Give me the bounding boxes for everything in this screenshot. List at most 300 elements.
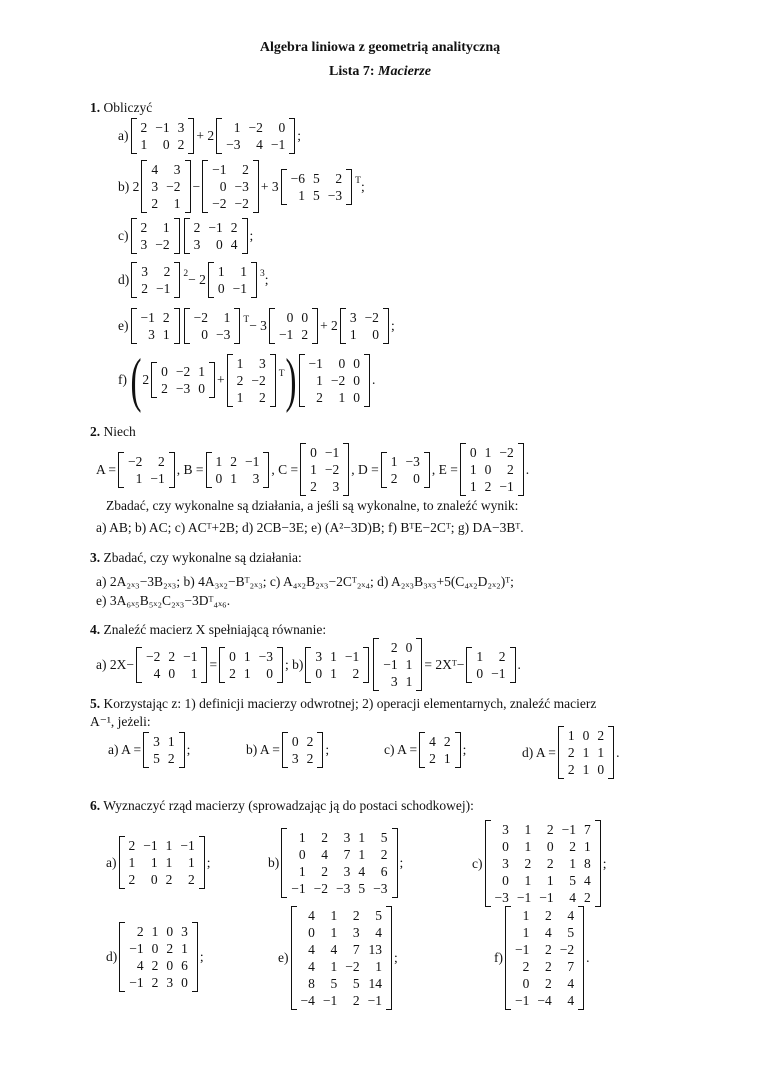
matrix-cell: −2 (175, 364, 191, 379)
matrix-entries (287, 829, 391, 897)
matrix-entries (305, 355, 365, 406)
problem-6e: e) 4 1 2 5 0 1 3 4 4 4 7 13 4 1 −2 1 8 5 5 14 −4 −1 2 −1 ; (278, 908, 398, 1008)
matrix-cell: 1 (476, 648, 484, 664)
problem-2-instruction: Zbadać, czy wykonalne są działania, a jeśli są wykonalne, to znaleźć wynik: (106, 498, 519, 513)
matrix-cell: 0 (150, 872, 158, 887)
matrix (131, 262, 180, 298)
matrix-cell: 0 (546, 839, 554, 854)
bracket-right (392, 828, 398, 898)
bracket-right (188, 118, 194, 154)
matrix (291, 906, 393, 1010)
matrix-cell: 0 (298, 847, 306, 862)
matrix (216, 118, 295, 154)
matrix-entries (190, 219, 242, 253)
matrix-cell: 2 (429, 751, 436, 766)
matrix-entries (124, 453, 169, 487)
matrix-cell: 1 (349, 327, 357, 342)
matrix (340, 308, 389, 344)
matrix-cell: 2 (567, 745, 575, 760)
matrix-cell: 1 (310, 462, 317, 477)
matrix-cell: −2 (166, 179, 181, 194)
bracket-right (386, 906, 392, 1010)
matrix-cell: −1 (180, 838, 195, 853)
matrix-cell: −1 (156, 281, 171, 296)
matrix-cell: 2 (162, 310, 170, 325)
bracket-right (595, 820, 601, 907)
matrix-cell: 1 (484, 445, 492, 460)
matrix-cell: 2 (545, 976, 552, 991)
matrix-cell: 2 (167, 751, 175, 766)
matrix-cell: 1 (524, 822, 532, 837)
matrix-entries (387, 453, 424, 487)
matrix-cell: 2 (230, 453, 237, 469)
problem-5a: a) A = 3 1 5 2 ; (108, 734, 191, 766)
matrix-cell: 2 (306, 734, 314, 749)
bracket-right (253, 160, 259, 213)
matrix-cell: 0 (166, 958, 174, 973)
matrix-cell: 1 (584, 839, 591, 854)
matrix-cell: 5 (569, 873, 576, 888)
matrix-cell: 3 (166, 975, 174, 990)
matrix-cell: 1 (128, 855, 136, 870)
matrix-cell: −2 (345, 959, 360, 974)
matrix (143, 732, 185, 768)
matrix-cell: −3 (175, 381, 191, 396)
matrix-cell: 2 (151, 975, 159, 990)
matrix-cell: −1 (515, 942, 530, 957)
matrix-cell: 6 (181, 958, 188, 973)
matrix-entries (149, 733, 179, 767)
matrix-cell: 1 (215, 453, 223, 469)
matrix-cell: 2 (165, 872, 173, 887)
matrix (419, 732, 461, 768)
matrix-entries (564, 727, 608, 778)
matrix (131, 308, 180, 344)
matrix-cell: 0 (166, 924, 174, 939)
matrix-cell: 2 (158, 453, 165, 469)
matrix-cell: −3 (327, 187, 343, 203)
matrix-entries (287, 170, 347, 204)
matrix-cell: 0 (502, 839, 509, 854)
matrix-cell: 2 (522, 959, 530, 974)
matrix-cell: 2 (306, 751, 314, 766)
matrix-entries (491, 821, 595, 906)
matrix-cell: −1 (245, 453, 260, 469)
matrix-cell: −1 (208, 220, 223, 235)
matrix-cell: 1 (469, 479, 477, 494)
matrix-cell: 5 (380, 830, 388, 845)
matrix-cell: 3 (153, 734, 160, 749)
matrix-cell: 2 (584, 890, 591, 905)
matrix (202, 160, 259, 213)
matrix-cell: 4 (429, 734, 436, 749)
matrix-cell: 1 (223, 310, 231, 325)
matrix (219, 647, 283, 683)
matrix-entries (125, 837, 199, 888)
matrix (141, 160, 190, 213)
matrix-cell: −1 (516, 890, 532, 905)
matrix (269, 308, 318, 344)
matrix-cell: −2 (499, 445, 514, 460)
matrix (136, 647, 208, 683)
matrix-cell: 2 (151, 958, 159, 973)
matrix-cell: 2 (242, 162, 249, 177)
matrix (131, 118, 195, 154)
matrix-cell: 2 (140, 120, 148, 135)
matrix-cell: 1 (569, 856, 576, 871)
matrix-cell: 2 (352, 993, 360, 1008)
matrix-entries (157, 363, 209, 397)
matrix-cell: 1 (165, 838, 173, 853)
matrix-cell: 1 (330, 908, 338, 923)
list-name: Macierze (378, 64, 431, 79)
matrix-cell: 1 (298, 830, 306, 845)
matrix-cell: 1 (358, 847, 366, 862)
bracket-right (192, 922, 198, 992)
matrix-cell: 2 (498, 648, 506, 664)
matrix-cell: 3 (349, 310, 357, 325)
matrix-cell: 2 (443, 734, 451, 749)
matrix-cell: −2 (364, 310, 379, 325)
matrix-entries (137, 263, 174, 297)
matrix-cell: 2 (380, 847, 388, 862)
matrix-entries (275, 309, 312, 343)
matrix-cell: 2 (230, 220, 238, 235)
matrix-cell: 2 (316, 389, 323, 405)
matrix-cell: 3 (252, 470, 260, 486)
matrix-cell: 2 (168, 648, 176, 664)
matrix-cell: 0 (353, 355, 361, 371)
matrix-cell: 1 (390, 453, 398, 469)
course-title: Algebra liniowa z geometrią analityczną (259, 40, 501, 55)
problem-5b: b) A = 0 2 3 2 ; (246, 734, 330, 766)
matrix-cell: 1 (135, 470, 143, 486)
bracket-right (185, 160, 191, 213)
matrix-cell: 1 (167, 734, 175, 749)
matrix (151, 362, 215, 398)
matrix-cell: 2 (597, 728, 605, 743)
matrix-cell: 3 (258, 355, 266, 371)
matrix-cell: 1 (162, 327, 170, 342)
matrix-cell: 3 (291, 751, 299, 766)
problem-5-text2: A⁻¹, jeżeli: (90, 714, 151, 729)
problem-1e: e) −1 2 3 1 −2 1 0 −3 T − 3 0 0 −1 2 + 2 3 −2 1 0 ; (118, 310, 395, 342)
matrix-cell: 0 (315, 665, 323, 681)
matrix-entries (346, 309, 383, 343)
matrix-cell: −2 (145, 648, 161, 664)
matrix-cell: 0 (372, 327, 379, 342)
matrix-cell: 3 (343, 864, 351, 879)
matrix-cell: 2 (310, 479, 317, 494)
matrix-entries (288, 733, 318, 767)
matrix (558, 726, 614, 779)
matrix-cell: −3 (226, 137, 241, 152)
matrix-cell: −1 (155, 120, 170, 135)
matrix-cell: 5 (153, 751, 160, 766)
matrix-cell: 0 (278, 120, 286, 135)
matrix-cell: 4 (567, 908, 575, 923)
problem-6f: f) 1 2 4 1 4 5 −1 2 −2 2 2 7 0 2 4 −1 −4 4 . (494, 908, 590, 1008)
matrix-cell: 1 (151, 924, 159, 939)
matrix-cell: 4 (330, 942, 338, 957)
matrix-cell: −1 (308, 355, 323, 371)
matrix-cell: 0 (201, 327, 208, 342)
matrix-cell: −2 (559, 942, 575, 957)
matrix-cell: 1 (140, 137, 148, 152)
matrix-cell: 3 (140, 237, 148, 252)
bracket-right (424, 452, 430, 488)
matrix-cell: 1 (243, 665, 251, 681)
problem-3-line2: e) 3A₆ₓ₅B₅ₓ₂C₂ₓ₃−3Dᵀ₄ₓ₆. (96, 593, 231, 608)
matrix (505, 906, 584, 1010)
matrix-cell: 4 (567, 976, 575, 991)
matrix-cell: 0 (217, 281, 225, 296)
matrix-cell: −3 (336, 881, 351, 896)
matrix-cell: 1 (188, 855, 195, 870)
matrix-entries (137, 309, 174, 343)
bracket-right (343, 443, 349, 496)
problem-6d: d) 2 1 0 3 −1 0 2 1 4 2 0 6 −1 2 3 0 ; (106, 924, 204, 990)
matrix-cell: 1 (443, 751, 451, 766)
matrix-cell: 7 (584, 822, 591, 837)
bracket-right (312, 308, 318, 344)
bracket-right (174, 218, 180, 254)
matrix (466, 647, 515, 683)
matrix-cell: −1 (491, 665, 506, 681)
matrix-cell: 3 (151, 179, 159, 194)
matrix-cell: 1 (316, 372, 323, 388)
matrix-cell: 0 (301, 310, 309, 325)
matrix-cell: 0 (308, 925, 315, 940)
bracket-right (364, 354, 370, 407)
matrix-cell: −2 (324, 462, 340, 477)
problem-1d: d) 3 2 2 −1 2 − 2 1 1 0 −1 3 ; (118, 264, 269, 296)
matrix-cell: 1 (567, 728, 575, 743)
matrix-cell: 2 (335, 170, 343, 186)
matrix (184, 218, 248, 254)
matrix-cell: 0 (181, 975, 188, 990)
problem-6-heading: 6. Wyznaczyć rząd macierzy (sprowadzając ją do postaci schodkowej): (90, 798, 474, 813)
matrix-cell: 4 (256, 137, 263, 152)
matrix-cell: −2 (234, 196, 249, 211)
matrix-entries (190, 309, 235, 343)
matrix-cell: −4 (300, 993, 315, 1008)
matrix-cell: −1 (212, 162, 227, 177)
matrix-cell: 0 (413, 470, 420, 486)
matrix (299, 354, 371, 407)
matrix-cell: 13 (368, 942, 382, 957)
matrix (208, 262, 257, 298)
matrix-entries (142, 648, 202, 682)
matrix-cell: 1 (330, 925, 338, 940)
bracket-right (242, 218, 248, 254)
matrix-cell: 1 (240, 264, 247, 279)
matrix-cell: −1 (143, 838, 158, 853)
matrix-e (460, 443, 524, 496)
matrix-cell: 4 (358, 864, 366, 879)
matrix-cell: 5 (375, 908, 382, 923)
matrix-cell: 1 (190, 665, 198, 681)
bracket-right (578, 906, 584, 1010)
matrix-cell: −3 (258, 648, 273, 664)
matrix-cell: 0 (469, 445, 477, 460)
matrix-cell: 2 (151, 196, 159, 211)
matrix-cell: 4 (375, 925, 382, 940)
matrix-cell: 14 (368, 976, 382, 991)
bracket-right (289, 118, 295, 154)
matrix-cell: 4 (308, 959, 315, 974)
matrix-cell: 0 (502, 873, 509, 888)
matrix-cell: −2 (251, 372, 266, 388)
matrix-cell: 4 (153, 665, 161, 681)
matrix-cell: −3 (234, 179, 249, 194)
matrix-entries (212, 453, 264, 487)
matrix-b (206, 452, 270, 488)
matrix-cell: 0 (484, 462, 492, 477)
matrix-entries (137, 119, 189, 153)
bracket-right (416, 638, 422, 691)
matrix-cell: 1 (582, 762, 590, 777)
matrix-cell: −1 (383, 657, 398, 672)
problem-6b: b) 1 2 3 1 5 0 4 7 1 2 1 2 3 4 6 −1 −2 −3 5 −3 ; (268, 830, 404, 896)
bracket-right (251, 262, 257, 298)
matrix-cell: −3 (216, 327, 231, 342)
matrix-cell: 2 (390, 640, 398, 655)
matrix-cell: 2 (128, 838, 136, 853)
matrix-cell: 1 (230, 470, 237, 486)
matrix-cell: −2 (330, 372, 346, 388)
problem-2-matrices: A = −2 2 1 −1 , B = 1 2 −1 0 1 3 , C = 0 −1 1 −2 2 3 , D = 1 −3 2 0 , E = 0 1 −2 1 0 2 1 2 −1 . (96, 445, 530, 494)
problem-5-heading: 5. Korzystając z: 1) definicji macierzy odwrotnej; 2) operacji elementarnych, znaleźć macierz (90, 696, 597, 711)
matrix-cell: −1 (129, 941, 144, 956)
matrix-cell: 0 (291, 734, 299, 749)
matrix-cell: 1 (358, 830, 366, 845)
matrix-cell: 5 (352, 976, 360, 991)
matrix-cell: 1 (173, 196, 181, 211)
matrix-cell: 1 (524, 839, 532, 854)
matrix-cell: 2 (321, 864, 328, 879)
matrix-a (118, 452, 175, 488)
bracket-right (270, 354, 276, 407)
matrix-cell: 1 (330, 648, 337, 664)
matrix-cell: 1 (330, 665, 337, 681)
bracket-right (199, 836, 205, 889)
matrix-entries (214, 263, 251, 297)
matrix (119, 836, 205, 889)
matrix-cell: 2 (390, 470, 398, 486)
matrix-cell: −6 (290, 170, 305, 186)
matrix-cell: 2 (484, 479, 492, 494)
matrix-cell: 7 (343, 847, 351, 862)
problem-3-line1: a) 2A₂ₓ₃−3B₂ₓ₃; b) 4A₃ₓ₂−Bᵀ₂ₓ₃; c) A₄ₓ₂B₂ₓ₃−2Cᵀ₂ₓ₄; d) A₂ₓ₃B₃ₓ₃+5(C₄ₓ₂D₂ₓ₂)ᵀ; (96, 574, 514, 589)
matrix-cell: 0 (405, 640, 413, 655)
matrix-cell: 1 (165, 855, 173, 870)
matrix-cell: −2 (155, 237, 170, 252)
matrix-cell: 2 (141, 281, 148, 296)
matrix-cell: −1 (278, 327, 294, 342)
bracket-right (169, 452, 175, 488)
bracket-right (174, 262, 180, 298)
matrix-cell: 2 (567, 762, 575, 777)
bracket-right (234, 308, 240, 344)
matrix-cell: 1 (181, 941, 188, 956)
matrix-cell: −2 (248, 120, 263, 135)
matrix-cell: 0 (229, 648, 236, 664)
matrix-cell: 1 (243, 648, 251, 664)
bracket-right (201, 647, 207, 683)
problem-2-tasks: a) AB; b) AC; c) ACᵀ+2B; d) 2CB−3E; e) (A²−3D)B; f) BᵀE−2Cᵀ; g) DA−3Bᵀ. (96, 520, 524, 535)
matrix-cell: −1 (367, 993, 382, 1008)
matrix-cell: 4 (569, 890, 576, 905)
matrix-entries (147, 161, 184, 212)
matrix-cell: 0 (151, 941, 159, 956)
matrix-cell: 0 (216, 237, 223, 252)
matrix-cell: 5 (567, 925, 575, 940)
matrix-cell: 2 (545, 959, 552, 974)
matrix-entries (425, 733, 455, 767)
problem-4-equations: a) 2X− −2 2 −1 4 0 1 = 0 1 −3 2 1 0 ; b) 3 1 −1 0 1 2 2 0 −1 1 3 1 = 2Xᵀ− 1 2 0 −1 . (96, 640, 521, 689)
problem-6a: a) 2 −1 1 −1 1 1 1 1 2 0 2 2 ; (106, 838, 211, 887)
matrix-entries (472, 648, 509, 682)
problem-3-heading: 3. Zbadać, czy wykonalne są działania: (90, 550, 302, 565)
matrix-cell: −4 (537, 993, 552, 1008)
matrix-cell: 1 (233, 120, 241, 135)
matrix-cell: 2 (229, 665, 236, 681)
matrix-cell: −1 (232, 281, 247, 296)
bracket-right (263, 452, 269, 488)
matrix-cell: 2 (163, 264, 171, 279)
matrix-cell: −3 (405, 453, 420, 469)
matrix-cell: 2 (546, 856, 554, 871)
matrix-cell: 2 (321, 830, 328, 845)
matrix-cell: 1 (597, 745, 605, 760)
matrix-entries (306, 444, 343, 495)
matrix-cell: −3 (373, 881, 388, 896)
matrix-cell: 5 (313, 187, 320, 203)
matrix-cell: 3 (141, 264, 148, 279)
matrix-cell: 0 (476, 665, 484, 681)
matrix-cell: 2 (545, 908, 552, 923)
matrix-cell: 4 (230, 237, 238, 252)
matrix-cell: −3 (494, 890, 509, 905)
matrix (282, 732, 324, 768)
matrix-entries (225, 648, 277, 682)
matrix-cell: 1 (338, 389, 346, 405)
problem-1c: c) 2 1 3 −2 2 −1 2 3 0 4 ; (118, 220, 254, 252)
matrix (281, 169, 353, 205)
matrix-cell: 1 (236, 389, 244, 405)
matrix-cell: 0 (338, 355, 346, 371)
matrix-cell: 0 (161, 364, 168, 379)
matrix-cell: 5 (313, 170, 320, 186)
bracket-right (179, 732, 185, 768)
matrix-cell: 2 (177, 137, 185, 152)
matrix-cell: 1 (405, 657, 413, 672)
bracket-right (346, 169, 352, 205)
matrix-cell: 2 (136, 924, 144, 939)
matrix-cell: 1 (546, 873, 554, 888)
matrix-cell: 0 (162, 137, 170, 152)
bracket-right (510, 647, 516, 683)
matrix-cell: 5 (330, 976, 338, 991)
matrix-cell: −2 (212, 196, 227, 211)
matrix-cell: 2 (545, 942, 552, 957)
matrix-d (381, 452, 430, 488)
bracket-right (608, 726, 614, 779)
problem-5c: c) A = 4 2 2 1 ; (384, 734, 467, 766)
problem-1f: f) ( 2 0 −2 1 2 −3 0 + 1 3 2 −2 1 2 T ) −1 0 0 1 −2 0 2 1 0 . (118, 347, 376, 413)
matrix-entries (466, 444, 518, 495)
